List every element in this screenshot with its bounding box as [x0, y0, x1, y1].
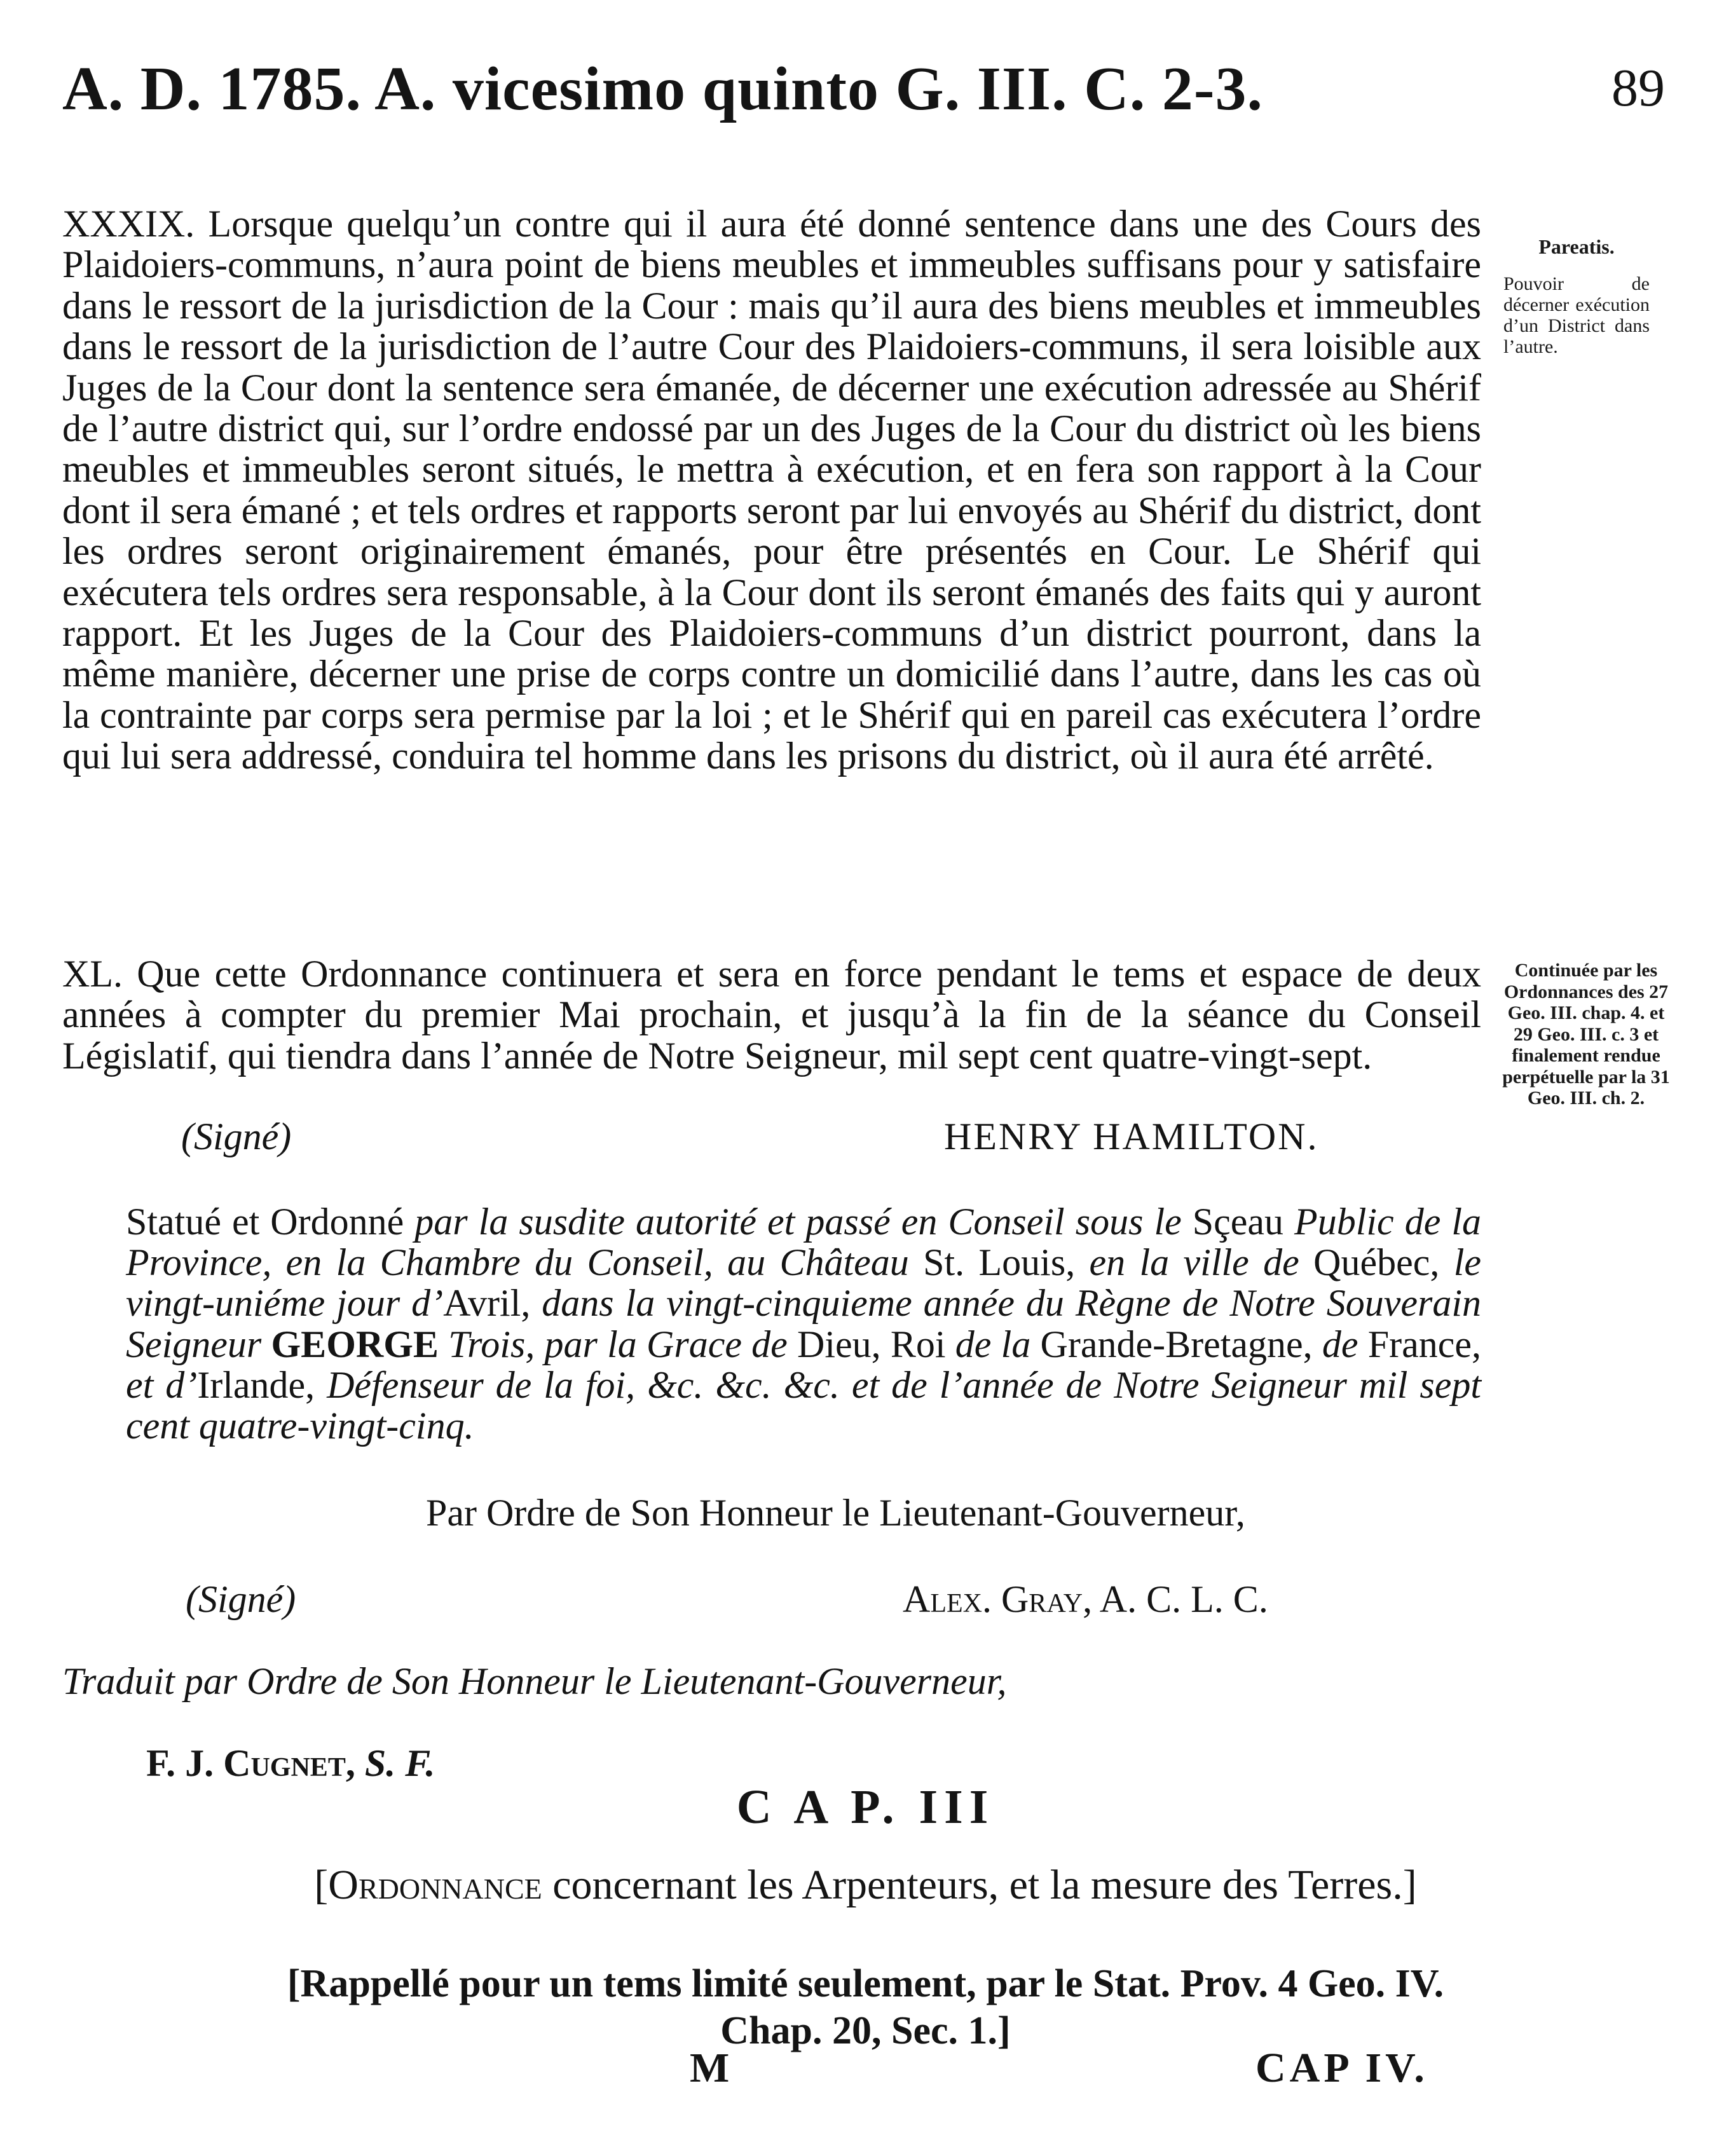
signature-label: (Signé) [181, 1116, 292, 1157]
page-number: 89 [1611, 58, 1665, 118]
statute-part: Avril, [443, 1282, 531, 1325]
section-39-paragraph: XXXIX. Lorsque quelqu’un contre qui il aura été donné sentence dans une des Cours des Plaidoiers-communs, n’aura point de biens meubles et immeubles suffisans pour y satisfaire dans le ressort de la jurisdiction de la Cour : mais qu’il aura des biens meubles et immeubles dans le ressort de la jurisdiction de l’autre Cour des Plaidoiers-communs, il sera loisible aux Juges de la Cour dont la sentence sera émanée, de décerner une exécution adressée au Shérif de l’autre district qui, sur l’ordre endossé par un des Juges de la Cour du district où les biens meubles et immeubles seront situés, le mettra à exécution, et en fera son rapport à la Cour dont il sera émané ; et tels ordres et rapports seront par lui envoyés au Shérif du district, dont les ordres seront originairement émanés, pour être présentés en Cour. Le Shérif qui exécutera tels ordres sera responsable, à la Cour dont ils seront émanés des faits qui y auront rapport. Et les Juges de la Cour des Plaidoiers-communs d’un district pourront, dans la même manière, décerner une prise de corps contre un domicilié dans l’autre, dans les cas où la contrainte par corps sera permise par la loi ; et le Shérif qui en pareil cas exécutera l’ordre qui lui sera addressé, conduira tel homme dans les prisons du district, où il aura été arrêté. [62, 203, 1481, 777]
statute-part: GEORGE [271, 1323, 439, 1365]
translator-signature [146, 1742, 435, 1785]
enactment-clause [126, 1201, 1481, 1446]
statute-part: de la [945, 1323, 1041, 1365]
margin-title-pareatis: Pareatis. [1538, 235, 1615, 258]
margin-note-pouvoir: Pouvoir de décerner exécution d’un District dans l’autre. [1503, 273, 1650, 357]
statute-part: Sçeau [1192, 1201, 1284, 1243]
statute-part: Québec, [1313, 1241, 1440, 1284]
repeal-note-text-1: Rappellé pour un tems limité seulement, par le Stat. Prov. 4 Geo. IV. [300, 1962, 1444, 2005]
by-order-line: Par Ordre de Son Honneur le Lieutenant-Gouverneur, [426, 1492, 1245, 1534]
statute-part: et d’ [126, 1363, 198, 1406]
running-head: A. D. 1785. A. vicesimo quinto G. III. C. 2-3. [62, 55, 1264, 123]
statute-part: en la ville de [1075, 1241, 1314, 1284]
translator-name: F. J. Cugnet, [146, 1742, 355, 1784]
ordonnance-rest: concernant les Arpenteurs, et la mesure des Terres. [542, 1862, 1403, 1908]
statute-part: Irlande, [197, 1363, 315, 1406]
chapter-title: C A P. III [736, 1780, 995, 1834]
section-40-paragraph: XL. Que cette Ordonnance continuera et sera en force pendant le tems et espace de deux années à compter du premier Mai prochain, et jusqu’à la fin de la séance du Conseil Législatif, qui tiendra dans l’année de Notre Seigneur, mil sept cent quatre-vingt-sept. [62, 953, 1481, 1077]
translator-suffix: S. F. [364, 1742, 435, 1784]
ordonnance-word: Ordonnance [328, 1862, 542, 1908]
clerk-signature: Alex. Gray, A. C. L. C. [903, 1578, 1268, 1620]
translation-note: Traduit par Ordre de Son Honneur le Lieutenant-Gouverneur, [62, 1660, 1007, 1702]
statute-part: Statué et Ordonné [126, 1201, 404, 1243]
statute-part: dans la vingt-cinquieme année du Règne de Notre Souverain Seigneur [126, 1282, 1481, 1365]
statute-part: France, [1367, 1323, 1481, 1365]
repeal-note-line-2: Chap. 20, Sec. 1.] [720, 2009, 1011, 2052]
signature-label-2: (Signé) [186, 1578, 296, 1620]
statute-part: le vingt-uniéme jour d’ [126, 1241, 1482, 1325]
statute-part: Trois, par la Grace de [438, 1323, 798, 1365]
statute-part: St. Louis, [923, 1241, 1076, 1284]
catchword: CAP IV. [1255, 2045, 1428, 2091]
statute-part: de [1312, 1323, 1368, 1365]
statute-part: Défenseur de la foi, &c. &c. &c. et de l’année de Notre Seigneur mil sept cent quatre-vingt-cinq. [126, 1363, 1482, 1447]
chapter-heading: [Ordonnance concernant les Arpenteurs, et la mesure des Terres.] [314, 1862, 1417, 1908]
signature-mark: M [690, 2045, 730, 2091]
signatory-name: HENRY HAMILTON. [944, 1116, 1319, 1157]
margin-note-continuee: Continuée par les Ordonnances des 27 Geo. III. chap. 4. et 29 Geo. III. c. 3 et finalement rendue perpétuelle par la 31 Geo. III. ch. 2. [1502, 960, 1670, 1109]
repeal-note-text-2: Chap. 20, Sec. 1. [720, 2009, 998, 2052]
statute-part: par la susdite autorité et passé en Conseil sous le [404, 1201, 1193, 1243]
statute-part: Public de la Province, en la Chambre du Conseil, au Château [126, 1201, 1482, 1284]
statute-part: Dieu, Roi [797, 1323, 946, 1365]
repeal-note-line-1: [Rappellé pour un tems limité seulement, par le Stat. Prov. 4 Geo. IV. [287, 1962, 1444, 2005]
statute-part: Grande-Bretagne, [1040, 1323, 1313, 1365]
